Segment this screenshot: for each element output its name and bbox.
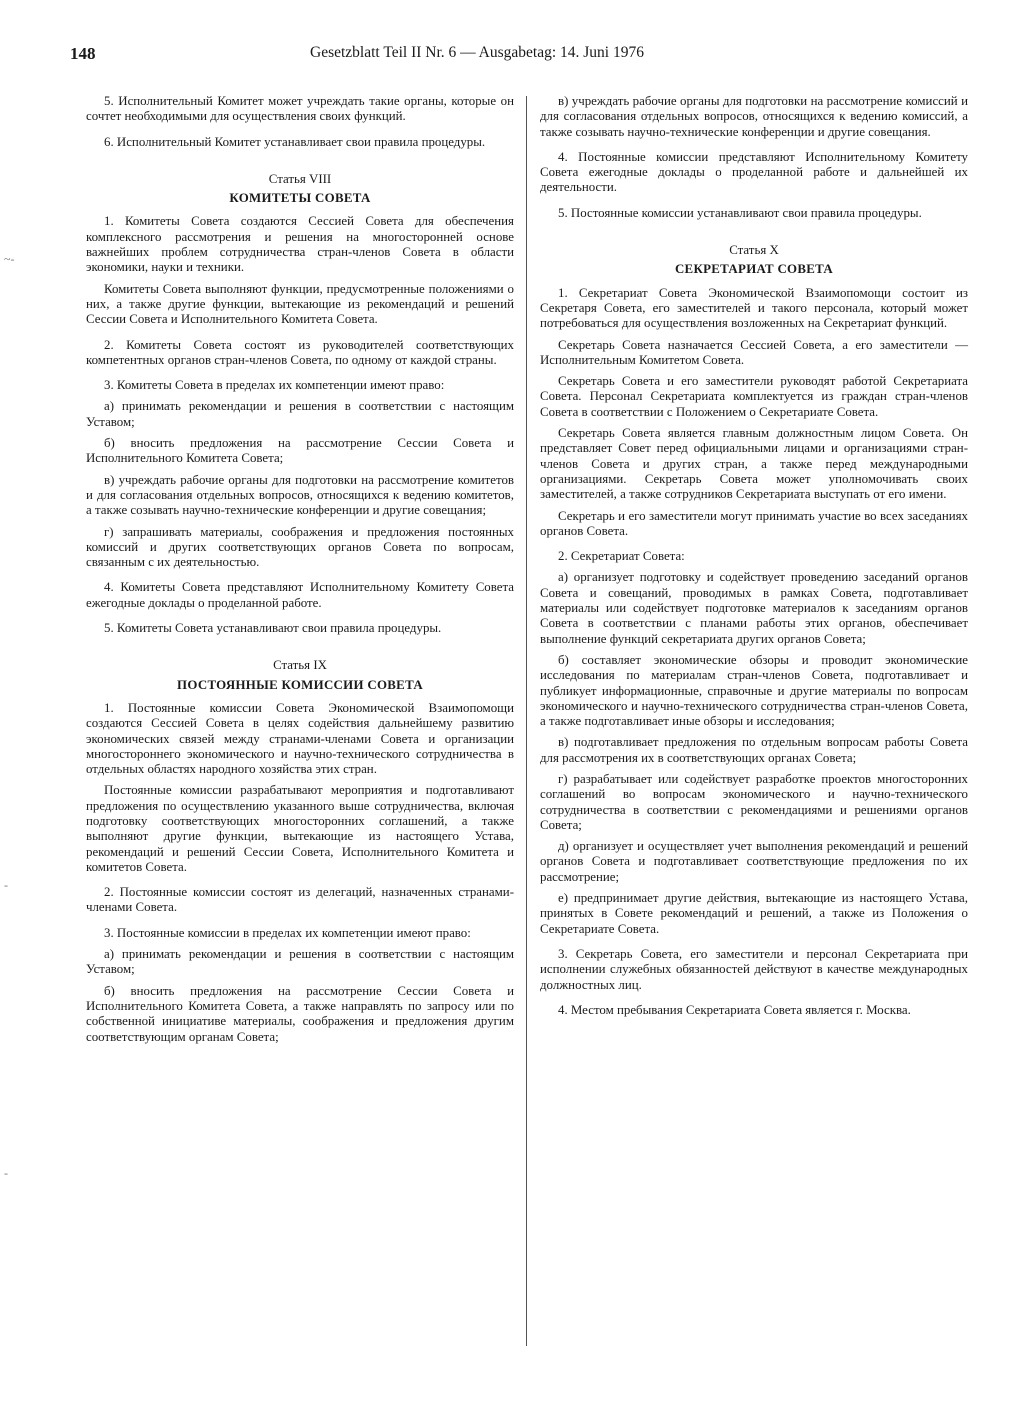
- page-number: 148: [70, 44, 96, 63]
- paragraph: 1. Секретариат Совета Экономической Взаимопомощи состоит из Секретаря Совета, его заместителей и такого персонала, который может потребоваться для осуществления возложенных на Секретариат функций.: [540, 285, 968, 331]
- paragraph: Комитеты Совета выполняют функции, предусмотренные положениями о них, а также другие функции, вытекающие из рекомендаций и решений Сессии Совета и Исполнительного Комитета Совета.: [86, 281, 514, 327]
- paragraph: в) подготавливает предложения по отдельным вопросам работы Совета для рассмотрения их в соответствующих органах Совета;: [540, 735, 968, 765]
- paragraph: 3. Секретарь Совета, его заместители и персонал Секретариата при исполнении служебных обязанностей действуют в качестве международных должностных лиц.: [540, 946, 968, 992]
- paragraph: 5. Постоянные комиссии устанавливают свои правила процедуры.: [558, 205, 922, 220]
- paragraph: 6. Исполнительный Комитет устанавливает свои правила процедуры.: [104, 134, 486, 149]
- paragraph: а) принимать рекомендации и решения в соответствии с настоящим Уставом;: [86, 947, 514, 977]
- paragraph: Секретарь Совета назначается Сессией Совета, а его заместители — Исполнительным Комитетом Совета.: [540, 337, 968, 367]
- article-number: Статья IX: [273, 658, 327, 673]
- paragraph: а) организует подготовку и содействует проведению заседаний органов Совета и совещаний, проводимых в рамках Совета, подготавливает материалы или содействует подготовке материалов к заседаниям органов Совета в соответствии с планами работы этих органов, обеспечивает выполнение функций секретариата других органов Совета;: [540, 570, 968, 646]
- paragraph: а) принимать рекомендации и решения в соответствии с настоящим Уставом;: [86, 399, 514, 429]
- article-title: СЕКРЕТАРИАТ СОВЕТА: [674, 262, 834, 277]
- paragraph: Секретарь и его заместители могут принимать участие во всех заседаниях органов Совета.: [540, 508, 968, 538]
- article-number: Статья X: [729, 243, 779, 258]
- paragraph: 2. Постоянные комиссии состоят из делегаций, назначенных странами-членами Совета.: [86, 885, 514, 915]
- column-rule: [526, 96, 527, 1346]
- paragraph: б) вносить предложения на рассмотрение Сессии Совета и Исполнительного Комитета Совета, а также направлять по запросу или по собственной инициативе материалы, соображения и предложения другим соответствующим органам Совета;: [86, 983, 514, 1044]
- paragraph: в) учреждать рабочие органы для подготовки на рассмотрение комиссий и для согласования отдельных вопросов, относящихся к ведению комиссий, а также созывать научно-технические конференции и другие совещания.: [540, 94, 968, 139]
- paragraph: 4. Постоянные комиссии представляют Исполнительному Комитету Совета ежегодные доклады о проделанной работе и дальнейшей их деятельности.: [540, 149, 968, 195]
- paragraph: г) разрабатывает или содействует разработке проектов многосторонних соглашений во вопросам экономического и научно-технического сотрудничества в соответствии с рекомендациями и решениями органов Совета;: [540, 771, 968, 832]
- paragraph: 2. Комитеты Совета состоят из руководителей соответствующих компетентных органов стран-членов Совета, по одному от каждой страны.: [86, 337, 514, 367]
- paragraph: в) учреждать рабочие органы для подготовки на рассмотрение комитетов и для согласования отдельных вопросов, относящихся к ведению комитетов, а также созывать научно-технические конференции и другие совещания;: [86, 472, 514, 518]
- running-head: Gesetzblatt Teil II Nr. 6 — Ausgabetag: 14. Juni 1976: [310, 44, 644, 61]
- page-header: [70, 44, 970, 70]
- paragraph: Секретарь Совета является главным должностным лицом Совета. Он представляет Совет перед официальными лицами и организациями стран-членов Совета и других стран, а также перед международными организациями. Секретарь Совета может уполномочивать своих заместителей, а также сотрудников Секретариата выступать от его имени.: [540, 426, 968, 502]
- paragraph: 4. Местом пребывания Секретариата Совета является г. Москва.: [558, 1002, 911, 1017]
- paragraph: 3. Постоянные комиссии в пределах их компетенции имеют право:: [104, 925, 471, 940]
- paragraph: е) предпринимает другие действия, вытекающие из настоящего Устава, принятых в Совете рекомендаций и решений, а также из Положения о Секретариате Совета.: [540, 891, 968, 936]
- paragraph: 5. Комитеты Совета устанавливают свои правила процедуры.: [104, 621, 442, 636]
- paragraph: Постоянные комиссии разрабатывают мероприятия и подготавливают предложения по осуществлению указанного выше сотрудничества, включая подготовку соответствующих многосторонних соглашений, а также выполняют другие функции, вытекающие из настоящего Устава, рекомендаций и решений Сессии Совета, Исполнительного Комитета и комитетов Совета.: [86, 783, 514, 874]
- paragraph: 2. Секретариат Совета:: [558, 549, 685, 564]
- paragraph: 1. Постоянные комиссии Совета Экономической Взаимопомощи создаются Сессией Совета в целях содействия дальнейшему развитию экономических связей между странами-членами Совета и организации многостороннего экономического и научно-технического сотрудничества в отдельных областях народного хозяйства этих стран.: [86, 700, 514, 777]
- article-title: ПОСТОЯННЫЕ КОМИССИИ СОВЕТА: [177, 677, 423, 692]
- article-number: Статья VIII: [268, 171, 332, 186]
- article-title: КОМИТЕТЫ СОВЕТА: [229, 191, 371, 206]
- right-column: [540, 94, 968, 1028]
- paragraph: 1. Комитеты Совета создаются Сессией Совета для обеспечения комплексного рассмотрения и решения на многосторонней основе важнейших проблем сотрудничества стран-членов Совета в области экономики, науки и техники.: [86, 214, 514, 275]
- paragraph: г) запрашивать материалы, соображения и предложения постоянных комиссий и других соответствующих органов Совета по вопросам, связанным с их деятельностью.: [86, 524, 514, 570]
- paragraph: д) организует и осуществляет учет выполнения рекомендаций и решений органов Совета и подготавливает соответствующие предложения по их рассмотрение;: [540, 839, 968, 884]
- margin-mark: ~-: [4, 252, 15, 266]
- paragraph: 5. Исполнительный Комитет может учреждать такие органы, которые он сочтет необходимыми для осуществления своих функций.: [86, 94, 514, 124]
- paragraph: 3. Комитеты Совета в пределах их компетенции имеют право:: [104, 378, 445, 393]
- paragraph: Секретарь Совета и его заместители руководят работой Секретариата Совета. Персонал Секретариата комплектуется из граждан стран-членов Совета в соответствии с Положением о Секретариате Совета.: [540, 374, 968, 419]
- paragraph: 4. Комитеты Совета представляют Исполнительному Комитету Совета ежегодные доклады о проделанной работе.: [86, 580, 514, 610]
- margin-mark: -: [4, 878, 8, 892]
- paragraph: б) вносить предложения на рассмотрение Сессии Совета и Исполнительного Комитета Совета;: [86, 436, 514, 466]
- margin-mark: -: [4, 1166, 8, 1180]
- paragraph: б) составляет экономические обзоры и проводит экономические исследования по материалам стран-членов Совета, подготавливает и публикует информационные, справочные и другие материалы по вопросам экономического и научно-технического сотрудничества стран-членов Совета, а также подготавливает иные обзоры и исследования;: [540, 652, 968, 729]
- left-column: [86, 94, 514, 1051]
